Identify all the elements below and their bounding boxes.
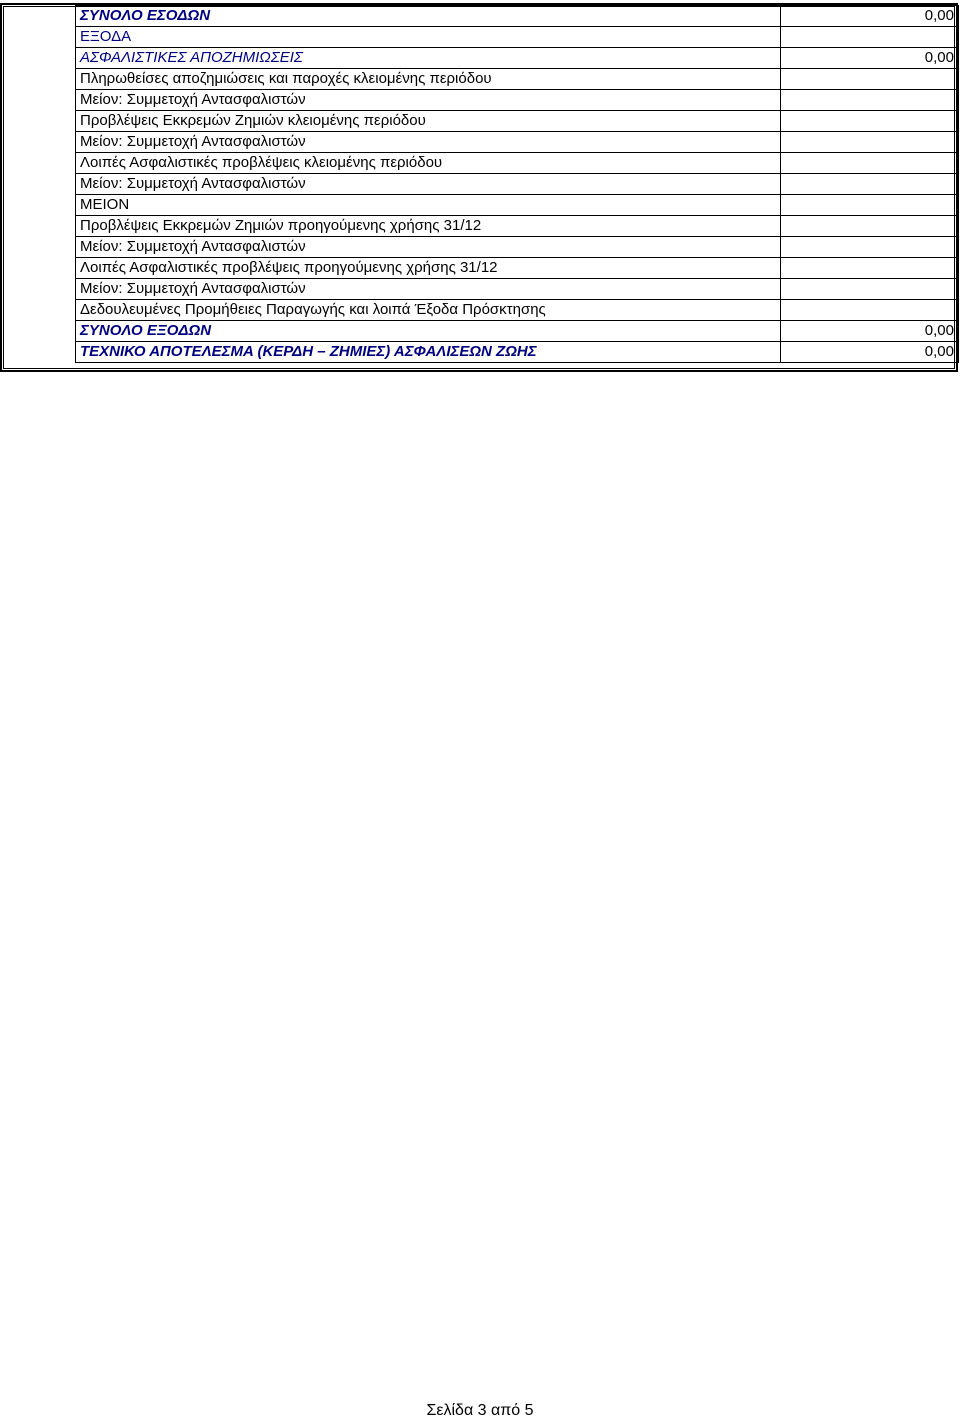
row-label: ΣΥΝΟΛΟ ΕΞΟΔΩΝ (76, 321, 781, 342)
row-label: Μείον: Συμμετοχή Αντασφαλιστών (76, 279, 781, 300)
row-value (781, 27, 959, 48)
table-row (76, 90, 959, 111)
row-label: Προβλέψεις Εκκρεμών Ζημιών προηγούμενης χρήσης 31/12 (76, 216, 781, 237)
table-row (76, 48, 959, 69)
table-row (76, 321, 959, 342)
row-label: Λοιπές Ασφαλιστικές προβλέψεις προηγούμενης χρήσης 31/12 (76, 258, 781, 279)
row-value: 0,00 (781, 342, 959, 363)
page-footer: Σελίδα 3 από 5 (426, 1402, 534, 1419)
table-row (76, 342, 959, 363)
statement-sheet (0, 3, 958, 372)
row-label: ΑΣΦΑΛΙΣΤΙΚΕΣ ΑΠΟΖΗΜΙΩΣΕΙΣ (76, 48, 781, 69)
row-value (781, 90, 959, 111)
table-row (76, 258, 959, 279)
row-label: ΕΞΟΔΑ (76, 27, 781, 48)
row-value: 0,00 (781, 321, 959, 342)
table-row (76, 153, 959, 174)
row-label: Μείον: Συμμετοχή Αντασφαλιστών (76, 132, 781, 153)
row-label: ΣΥΝΟΛΟ ΕΣΟΔΩΝ (76, 6, 781, 27)
statement-table (75, 5, 959, 363)
row-label: ΜΕΙΟΝ (76, 195, 781, 216)
table-row (76, 132, 959, 153)
table-row (76, 300, 959, 321)
row-value (781, 216, 959, 237)
row-label: Πληρωθείσες αποζημιώσεις και παροχές κλειομένης περιόδου (76, 69, 781, 90)
row-value (781, 132, 959, 153)
table-row (76, 174, 959, 195)
row-label: Προβλέψεις Εκκρεμών Ζημιών κλειομένης περιόδου (76, 111, 781, 132)
row-label: Δεδουλευμένες Προμήθειες Παραγωγής και λοιπά Έξοδα Πρόσκτησης (76, 300, 781, 321)
row-value (781, 279, 959, 300)
row-label: Λοιπές Ασφαλιστικές προβλέψεις κλειομένης περιόδου (76, 153, 781, 174)
row-value (781, 300, 959, 321)
row-value (781, 258, 959, 279)
row-value: 0,00 (781, 6, 959, 27)
row-value (781, 69, 959, 90)
row-value: 0,00 (781, 48, 959, 69)
row-value (781, 174, 959, 195)
table-row (76, 237, 959, 258)
table-row (76, 6, 959, 27)
row-label: Μείον: Συμμετοχή Αντασφαλιστών (76, 174, 781, 195)
table-row (76, 195, 959, 216)
row-value (781, 111, 959, 132)
row-value (781, 153, 959, 174)
table-row (76, 279, 959, 300)
table-row (76, 111, 959, 132)
table-row (76, 69, 959, 90)
table-row (76, 27, 959, 48)
row-value (781, 195, 959, 216)
row-label: Μείον: Συμμετοχή Αντασφαλιστών (76, 237, 781, 258)
row-label: Μείον: Συμμετοχή Αντασφαλιστών (76, 90, 781, 111)
row-label: ΤΕΧΝΙΚΟ ΑΠΟΤΕΛΕΣΜΑ (ΚΕΡΔΗ – ΖΗΜΙΕΣ) ΑΣΦΑΛΙΣΕΩΝ ΖΩΗΣ (76, 342, 781, 363)
row-value (781, 237, 959, 258)
table-row (76, 216, 959, 237)
